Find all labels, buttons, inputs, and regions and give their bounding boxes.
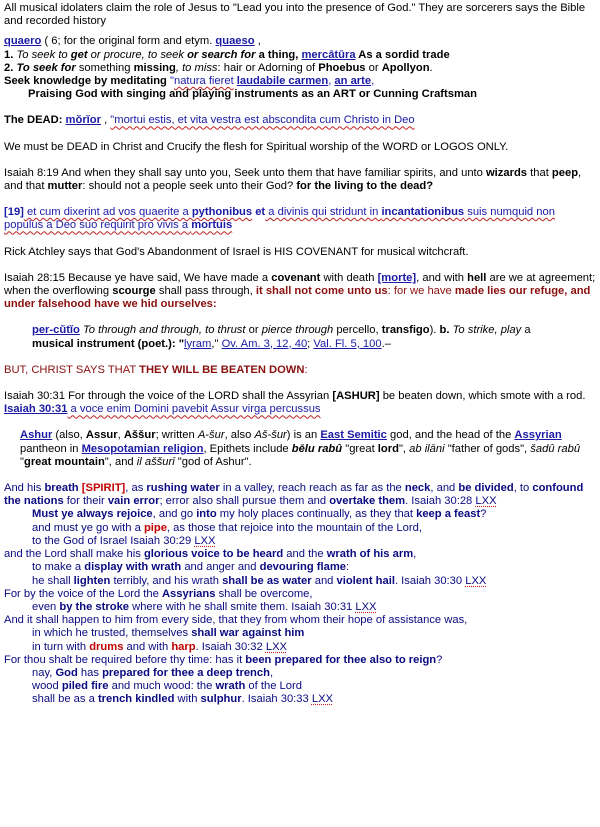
percutio-g: a	[521, 324, 531, 337]
is819-d: : should not a people seek unto their God?	[82, 180, 297, 193]
an-arte-link[interactable]: an arte	[334, 75, 372, 88]
br-a: And his	[4, 482, 45, 495]
ashur-d: , also	[224, 429, 255, 442]
atchley-paragraph: Rick Atchley says that God's Abandonment of Israel is HIS COVENANT for musical witchcraft.	[4, 245, 469, 258]
br-div: be divided	[458, 482, 514, 495]
document-page	[4, 2, 596, 707]
ashur-assur: Assur	[85, 429, 118, 442]
p29-l1-b: , and go	[152, 508, 197, 521]
christ-heading	[4, 364, 596, 377]
percutio-d: percello,	[333, 324, 382, 337]
percutio-j: ,"	[211, 337, 222, 350]
latin19-a: et cum dixerint ad vos quaerite a	[23, 206, 192, 219]
is819-wizards: wizards	[485, 166, 528, 179]
quaeso-link[interactable]: quaeso	[215, 35, 255, 48]
percutio-a: To through and through, to thrust	[79, 324, 246, 337]
is3031-ashur: [ASHUR]	[332, 390, 380, 403]
p30-l2-c: :	[346, 561, 350, 574]
sense-3-a: Seek knowledge by meditating	[4, 75, 170, 88]
percutio-bnum: b.	[439, 324, 450, 337]
p32-l3-a: in turn with	[32, 640, 90, 653]
p33-l4-tk: trench kindled	[97, 693, 175, 706]
dead-line	[4, 114, 596, 127]
dead-latin-quote: "mortui estis, et vita vestra est abscondita cum Christo in Deo	[110, 114, 415, 127]
mesopotamian-religion-link[interactable]: Mesopotamian religion	[81, 442, 204, 455]
is3029-line3	[4, 535, 596, 548]
p30-l3-d: . Isaiah 30:30	[394, 574, 466, 587]
quaero-link[interactable]: quaero	[4, 35, 42, 48]
is2815-d: are we at agreement; when the overflowing	[4, 271, 596, 298]
ashur-ilassuri: il aššurī	[136, 455, 175, 468]
br-h: . Isaiah 30:28	[405, 495, 476, 508]
p33-l2-b: has	[77, 666, 103, 679]
percutio-link[interactable]: per-cŭtĭo	[32, 324, 80, 337]
p30-l3-vh: violent hail	[336, 574, 395, 587]
sense-1-c: or search for	[187, 48, 256, 61]
p32-l3-lxx: LXX	[265, 640, 288, 653]
p30-l3-lt: lighten	[73, 574, 111, 587]
br-b: , as	[125, 482, 147, 495]
br-g: ; error also shall pursue them and	[159, 495, 330, 508]
is819-a: Isaiah 8:19 And when they shall say unto you, Seek unto them that have familiar spirits, and unto	[4, 166, 486, 179]
p33-l2-god: God	[55, 666, 78, 679]
p33-l4-su: sulphur	[200, 693, 242, 706]
percutio-b: or	[245, 324, 262, 337]
p29-l1-d: ?	[480, 508, 487, 521]
isaiah-8-19	[4, 167, 596, 193]
sense-2-or: or	[365, 61, 382, 74]
br-lxx: LXX	[475, 495, 497, 508]
p31-l1-as: Assyrians	[161, 587, 216, 600]
p29-l2-b: , as those that rejoice into the mountain of the Lord,	[166, 521, 422, 534]
p33-l2-pr: prepared for thee a deep trench	[102, 666, 270, 679]
isaiah-30-28-33	[4, 482, 596, 706]
is2815-c: , and with	[416, 271, 468, 284]
sense-1-get: get	[70, 48, 88, 61]
p33-l4-a: shall be as a	[32, 693, 98, 706]
p29-l1-into: into	[196, 508, 217, 521]
percutio-l: .–	[381, 337, 391, 350]
is3032-line2	[4, 627, 596, 640]
br-breath: breath	[44, 482, 79, 495]
christ-b: THEY WILL BE BEATEN DOWN	[139, 363, 305, 376]
ashur-h: , Epithets include	[203, 442, 292, 455]
quaero-comma: ,	[254, 35, 261, 48]
mercatura-link[interactable]: mercātūra	[301, 48, 356, 61]
p33-l3-c: of the Lord	[245, 680, 302, 693]
is819-peep: peep	[551, 166, 579, 179]
sense-2-b: something	[75, 61, 134, 74]
p29-l2-a: and must ye go with a	[32, 521, 144, 534]
ashur-i: "great	[342, 442, 378, 455]
is819-mutter: mutter	[47, 180, 83, 193]
lyram-link[interactable]: lyram	[184, 337, 212, 350]
is3030-line2	[4, 561, 596, 574]
ashur-assur3: Aš-šur	[254, 429, 287, 442]
p30-l3-sw: shall be as water	[222, 574, 312, 587]
percutio-f: To strike, play	[449, 324, 522, 337]
sense-2-a: To seek for	[16, 61, 76, 74]
sense-2-apollyon: Apollyon	[381, 61, 430, 74]
p30-l3-lxx: LXX	[465, 574, 487, 587]
sense-2-missing: missing	[133, 61, 176, 74]
ashur-m: ", and	[104, 455, 137, 468]
p31-l1-b: shall be overcome,	[215, 587, 313, 600]
is3030-line3	[4, 575, 596, 588]
latin19-c: a divinis qui stridunt in	[265, 206, 382, 219]
ashur-g: pantheon in	[20, 442, 82, 455]
p29-l1-a: Must ye always rejoice	[32, 508, 153, 521]
p30-l3-b: terribly, and his wrath	[110, 574, 223, 587]
p33-l1-bp: been prepared for thee also to reign	[245, 653, 437, 666]
p30-l3-a: he shall	[32, 574, 74, 587]
p32-l3-c: . Isaiah 30:32	[195, 640, 266, 653]
br-c: in a valley, reach reach as far as the	[219, 482, 405, 495]
br-spirit: [SPIRIT]	[81, 482, 126, 495]
br-rw: rushing water	[146, 482, 220, 495]
p33-l4-lxx: LXX	[311, 693, 334, 706]
ashur-assur2: Aššur	[123, 429, 156, 442]
p30-l1-b: and the	[283, 548, 327, 561]
is3030-line1	[4, 548, 596, 561]
east-semitic-link[interactable]: East Semitic	[320, 429, 387, 442]
is3031-line2	[4, 601, 596, 614]
sense-1-e: As a sordid trade	[355, 48, 450, 61]
latin19-b: et	[252, 206, 266, 219]
p33-l4-b: with	[174, 693, 201, 706]
br-conf: confound the nations	[4, 482, 584, 508]
p30-l3-c: and	[311, 574, 337, 587]
percutio-c: pierce through	[261, 324, 334, 337]
is819-e: for the living to the dead?	[296, 180, 434, 193]
latin19-d: suis numquid non populus a Deo suo requirit pro vivis a	[4, 206, 555, 232]
sense-3-comma: ,	[371, 75, 375, 88]
isaiah-30-31	[4, 390, 596, 416]
p30-l2-df: devouring flame	[259, 561, 347, 574]
sense-2-num: 2.	[4, 61, 17, 74]
br-neck: neck	[404, 482, 431, 495]
p32-l3-drums: drums	[89, 640, 124, 653]
is2815-a: Isaiah 28:15 Because ye have said, We have made a	[4, 271, 272, 284]
p33-l4-c: . Isaiah 30:33	[241, 693, 312, 706]
p29-l1-c: my holy places continually, as they that	[216, 508, 417, 521]
is3033-line1	[4, 654, 596, 667]
p31-l2-st: by the stroke	[59, 600, 130, 613]
ashur-lord: lord	[377, 442, 399, 455]
assyrian-link[interactable]: Assyrian	[514, 429, 562, 442]
p33-l2-a: nay,	[32, 666, 56, 679]
christ-a: BUT, CHRIST SAYS THAT	[4, 363, 140, 376]
is3031-line1	[4, 588, 596, 601]
natura-fieret: natura fieret	[173, 75, 234, 88]
ashur-sadu: šadû rabû	[530, 442, 581, 455]
p31-l2-b: where with he shall smite them. Isaiah 30:31	[129, 600, 356, 613]
is3029-line1	[4, 508, 596, 521]
latin19-pythonibus: pythonibus	[191, 206, 253, 219]
sense-1-num: 1.	[4, 48, 17, 61]
p29-l2-pipe: pipe	[143, 521, 167, 534]
isaiah-30-28	[4, 482, 596, 508]
br-e: , to	[513, 482, 533, 495]
p29-l1-keep: keep a feast	[416, 508, 481, 521]
is2815-covenant: covenant	[271, 271, 321, 284]
sense-1-b: or procure, to seek	[87, 48, 188, 61]
morte-link[interactable]: [morte]	[377, 271, 417, 284]
sense-2-c: , to miss	[175, 61, 218, 74]
ashur-link[interactable]: Ashur	[20, 429, 53, 442]
p30-l2-dw: display with wrath	[84, 561, 182, 574]
p32-l2-sw: shall war against him	[191, 627, 305, 640]
ashur-belu: bēlu rabû	[291, 442, 343, 455]
praising-line: Praising God with singing and playing instruments as an ART or Cunning Craftsman	[28, 88, 477, 101]
is2815-e: shall pass through,	[155, 285, 256, 298]
ashur-c: ; written	[155, 429, 198, 442]
val-fl-link[interactable]: Val. Fl. 5, 100	[313, 337, 382, 350]
latin19-incantationibus: incantationibus	[381, 206, 465, 219]
laudabile-carmen-link[interactable]: laudabile carmen	[236, 75, 329, 88]
sense-2-end: .	[429, 61, 433, 74]
sense-2-phoebus: Phoebus	[318, 61, 366, 74]
quaero-entry: quaero ( 6; for the original form and etym. quaeso , 1. To seek to get or procure, to seek or search for a thing, mercātūra As a sordid trade 2. To seek for something missing, to miss: hair or Adorning of Phoebus or Apollyon. Seek knowledge by meditating "natura fieret laudabile carmen, an arte, Praising God with singing and playing instruments as an ART or Cunning Craftsman	[4, 35, 596, 101]
p32-l2-a: in which he trusted, themselves	[32, 627, 192, 640]
is3029-line2	[4, 522, 596, 535]
br-vain: vain error	[107, 495, 160, 508]
ashur-abilani: ab ilāni	[409, 442, 445, 455]
br-over: overtake them	[329, 495, 406, 508]
p33-l3-a: wood	[32, 680, 62, 693]
percutio-e: ).	[429, 324, 440, 337]
latin-19	[4, 206, 596, 232]
p32-l3-harp: harp	[171, 640, 196, 653]
is2815-b: with death	[320, 271, 378, 284]
p30-l1-wa: wrath of his arm	[326, 548, 414, 561]
is3032-line1: And it shall happen to him from every side, that they from whom their hope of assistance was,	[4, 614, 468, 627]
intro-paragraph: All musical idolaters claim the role of Jesus to "Lead you into the presence of God." They are sorcerers says the Bible and recorded history	[4, 2, 586, 28]
is819-c: , and that	[4, 166, 582, 193]
p30-l2-a: to make a	[32, 561, 85, 574]
ovid-link[interactable]: Ov. Am. 3, 12, 40	[221, 337, 308, 350]
p33-l1-b: ?	[436, 653, 443, 666]
p30-l1-a: and the Lord shall make his	[4, 548, 144, 561]
is2815-g: : for we have	[387, 285, 455, 298]
percutio-k: ;	[307, 337, 314, 350]
p33-l2-c: ,	[269, 666, 274, 679]
is2815-scourge: scourge	[112, 285, 156, 298]
ashur-asur: A-šur	[197, 429, 225, 442]
p30-l1-c: ,	[413, 548, 417, 561]
percutio-transfigo: transfigo	[381, 324, 430, 337]
sense-1-d: a thing,	[255, 48, 302, 61]
is3032-line3	[4, 641, 596, 654]
p31-l1-a: For by the voice of the Lord the	[4, 587, 162, 600]
isaiah-28-15	[4, 272, 596, 312]
is819-b: that	[527, 166, 552, 179]
latin19-num: [19]	[4, 206, 24, 219]
sense-2-d: : hair or Adorning of	[217, 61, 319, 74]
is3033-line2	[4, 667, 596, 680]
p30-l2-b: and anger and	[181, 561, 260, 574]
is3033-line4	[4, 693, 596, 706]
must-dead-paragraph: We must be DEAD in Christ and Crucify the flesh for Spiritual worship of the WORD or LOGOS ONLY.	[4, 140, 509, 153]
p29-l3-lxx: LXX	[194, 534, 216, 547]
ashur-gm: great mountain	[23, 455, 105, 468]
ashur-b: ,	[117, 429, 124, 442]
is2815-h: made lies our refuge, and under falsehood have we hid ourselves:	[4, 285, 591, 311]
p31-l2-lxx: LXX	[355, 600, 377, 613]
quaero-etym: ( 6; for the original form and etym.	[41, 35, 216, 48]
is3031-a: Isaiah 30:31 For through the voice of the LORD shall the Assyrian	[4, 390, 333, 403]
dead-label: The DEAD:	[4, 114, 66, 127]
ashur-j: ",	[398, 442, 410, 455]
is2815-hell: hell	[467, 271, 487, 284]
ashur-l: "	[20, 455, 24, 468]
br-f: for their	[63, 495, 108, 508]
sense-1-a: To seek to	[16, 48, 71, 61]
percutio-i: (poet.): "	[134, 337, 184, 350]
p33-l3-wr: wrath	[215, 680, 246, 693]
p29-l3-a: to the God of Israel Isaiah 30:29	[32, 534, 195, 547]
sense-3-quote: "	[170, 75, 174, 88]
p31-l2-a: even	[32, 600, 60, 613]
is3031-b: be beaten down, which smote with a rod.	[379, 390, 586, 403]
percutio-h: musical instrument	[32, 337, 135, 350]
br-d: , and	[430, 482, 459, 495]
isaiah-30-31-link[interactable]: Isaiah 30:31	[4, 403, 68, 416]
p33-l3-pf: piled fire	[61, 680, 109, 693]
ashur-f: god, and the head of the	[386, 429, 515, 442]
p33-l1-a: For thou shalt be required before thy time: has it	[4, 653, 246, 666]
christ-c: :	[304, 363, 308, 376]
is2815-f: it shall not come unto us	[255, 285, 388, 298]
ashur-e: ) is an	[286, 429, 321, 442]
percutio-entry	[32, 324, 572, 350]
p30-l1-gv: glorious voice to be heard	[143, 548, 284, 561]
p33-l3-b: and much wood: the	[108, 680, 216, 693]
is3033-line3	[4, 680, 596, 693]
ashur-k: "father of gods",	[444, 442, 531, 455]
ashur-n: "god of Ashur".	[174, 455, 252, 468]
morior-link[interactable]: mŏrĭor	[65, 114, 101, 127]
is3031-latin: a voce enim Domini pavebit Assur virga percussus	[67, 403, 321, 416]
ashur-a: (also,	[52, 429, 86, 442]
latin19-mortuis: mortuis	[191, 219, 233, 232]
p32-l3-b: and with	[123, 640, 172, 653]
dead-sep: ,	[100, 114, 111, 127]
ashur-entry	[4, 429, 596, 469]
